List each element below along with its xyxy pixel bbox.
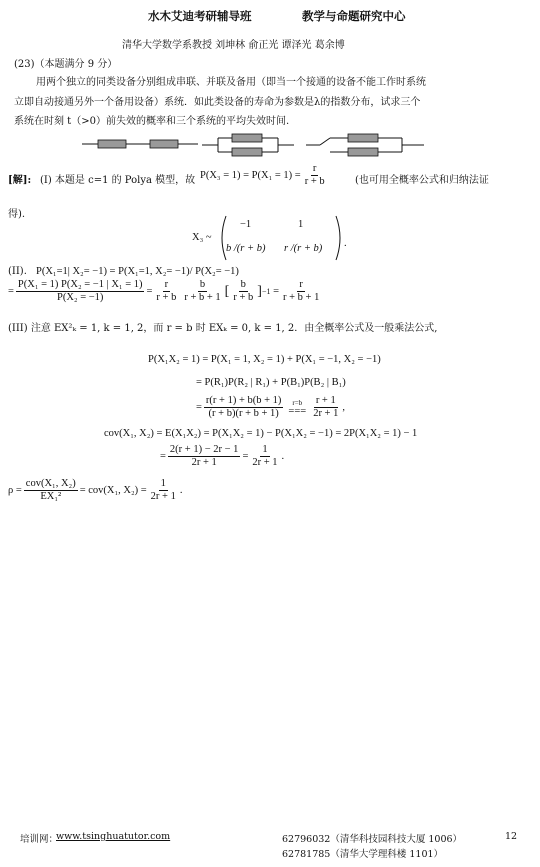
distribution-prob-1: b /(r + b) — [226, 243, 266, 254]
eq5 — [160, 444, 284, 469]
part2-f1-num: P(X₁ = 1) P(X₂ = −1 | X₁ = 1) — [17, 279, 143, 290]
part1-fraction — [303, 163, 327, 188]
eq5-period: . — [281, 451, 285, 462]
eq5-den: 2r + 1 — [191, 457, 217, 468]
eq5-fraction-1 — [168, 444, 241, 469]
eq3-fraction-2 — [311, 395, 340, 420]
part2-fraction-1 — [16, 279, 145, 304]
rho-equation — [8, 478, 182, 503]
rho-num2: 1 — [160, 478, 166, 489]
distribution-value-2: 1 — [298, 219, 304, 230]
rho-num: cov(X₁, X₂) — [25, 478, 76, 489]
rho-period: . — [179, 485, 183, 496]
part1-note: (也可用全概率公式和归纳法证 — [355, 175, 489, 186]
part2-f1-den: P(X₂ = −1) — [56, 292, 104, 303]
eq3 — [196, 395, 345, 420]
problem-line-2: 立即自动接通另外一个备用设备）系统．如此类设备的寿命为参数是λ的指数分布，试求三个 — [14, 97, 421, 108]
eq3-sign: = — [196, 402, 202, 413]
part2-inverse: −1 — [261, 287, 271, 296]
part2-line2 — [8, 279, 323, 304]
problem-number: (23)（本题满分 9 分） — [14, 59, 118, 70]
distribution-prob-2: r /(r + b) — [284, 243, 323, 254]
eq4: cov(X₁, X₂) = E(X₁X₂) = P(X₁X₂ = 1) − P(X₁X₂ = −1) = 2P(X₁X₂ = 1) − 1 — [104, 428, 418, 439]
part2-f3-num: b — [199, 279, 206, 290]
eq3-num2: r + 1 — [315, 395, 336, 406]
standby-system-diagram — [304, 130, 428, 160]
part1-text: (I) 本题是 c=1 的 Polya 模型，故 — [40, 175, 196, 186]
part2-label: (II). — [8, 266, 27, 277]
page-number: 12 — [505, 831, 518, 842]
distribution-period: . — [344, 238, 347, 249]
part2-f4-num: b — [240, 279, 246, 290]
series-system-diagram — [80, 132, 200, 154]
part2-fraction-3 — [182, 279, 222, 304]
distribution-brackets — [218, 214, 344, 262]
header-authors: 清华大学数学系教授 刘坤林 俞正光 谭泽光 葛余博 — [122, 40, 345, 51]
part2-f4-den: r + b — [233, 292, 254, 303]
eq2: = P(R₁)P(R₂ | R₁) + P(B₁)P(B₂ | B₁) — [196, 377, 346, 388]
part2-eq-sign: = — [8, 286, 14, 297]
eq3-num: r(r + 1) + b(b + 1) — [205, 395, 282, 406]
part1-fraction-num: r — [312, 163, 317, 174]
solution-label: [解]: — [8, 175, 32, 186]
part2-f3-den: r + b + 1 — [184, 292, 221, 303]
part2-f5-den: r + b + 1 — [283, 292, 320, 303]
rho-fraction-1 — [24, 478, 78, 503]
eq3-den2: 2r + 1 — [313, 408, 339, 419]
part1-fraction-den: r + b — [304, 176, 325, 187]
eq3-comma: , — [342, 402, 345, 413]
part2-f2-num: r — [164, 279, 169, 290]
header-title: 水木艾迪考研辅导班 — [148, 9, 252, 23]
eq5-den2: 2r + 1 — [252, 457, 278, 468]
eq3-den: (r + b)(r + b + 1) — [208, 408, 279, 419]
eq3-fraction-1 — [204, 395, 284, 420]
footer-phone-1: 62796032（清华科技园科技大厦 1006） — [282, 834, 463, 845]
footer-site-label: 培训网： — [20, 834, 59, 845]
eq5-sign: = — [160, 451, 166, 462]
part3-text: (III) 注意 EX²ₖ = 1, k = 1, 2，而 r = b 时 EXₖ = 0, k = 1, 2．由全概率公式及一般乘法公式, — [8, 323, 438, 334]
eq3-condition-label: r=b — [292, 398, 303, 407]
part2-line1: P(X₁=1| X₂= −1) = P(X₁=1, X₂= −1)/ P(X₂= −1) — [36, 266, 239, 277]
part1-equation — [200, 163, 329, 188]
eq5-num2: 1 — [262, 444, 268, 455]
part2-bracket-open: [ — [224, 283, 230, 299]
part2-fraction-5 — [281, 279, 321, 304]
distribution-lhs: X₃ ~ — [192, 232, 212, 243]
part2-f2-den: r + b — [156, 292, 177, 303]
distribution-value-1: −1 — [240, 219, 252, 230]
rho-mid: = cov(X₁, X₂) = — [79, 485, 147, 496]
eq3-condition-sign: === — [288, 405, 307, 417]
rho-lhs: ρ = — [8, 485, 22, 496]
problem-line-1: 用两个独立的同类设备分别组成串联、并联及备用（即当一个接通的设备不能工作时系统 — [36, 77, 426, 88]
parallel-system-diagram — [198, 130, 298, 160]
eq5-fraction-2 — [250, 444, 279, 469]
part1-note-end: 得). — [8, 209, 26, 220]
part2-eq-sign: = — [146, 286, 153, 297]
part2-bracket-close: ] — [257, 283, 262, 299]
eq3-condition — [288, 399, 306, 417]
rho-den2: 2r + 1 — [150, 491, 176, 502]
part2-f5-num: r — [299, 279, 303, 290]
eq5-sign: = — [242, 451, 249, 462]
footer-phone-2: 62781785（清华大学理科楼 1101） — [282, 849, 444, 860]
eq5-num: 2(r + 1) − 2r − 1 — [169, 444, 239, 455]
part2-fraction-2 — [154, 279, 178, 304]
rho-fraction-2 — [149, 478, 178, 503]
part1-equation-lhs: P(X₃ = 1) = P(X₁ = 1) = — [200, 170, 301, 181]
eq1: P(X₁X₂ = 1) = P(X₁ = 1, X₂ = 1) + P(X₁ = −1, X₂ = −1) — [148, 354, 381, 365]
header-subtitle: 教学与命题研究中心 — [302, 9, 406, 23]
part2-fraction-4 — [231, 279, 255, 304]
problem-line-3: 系统在时刻 t（>0）前失效的概率和三个系统的平均失效时间. — [14, 116, 290, 127]
rho-den: EX₁² — [40, 491, 62, 502]
footer-site-link[interactable]: www.tsinghuatutor.com — [56, 831, 171, 842]
part2-eq-sign: = — [270, 286, 279, 297]
